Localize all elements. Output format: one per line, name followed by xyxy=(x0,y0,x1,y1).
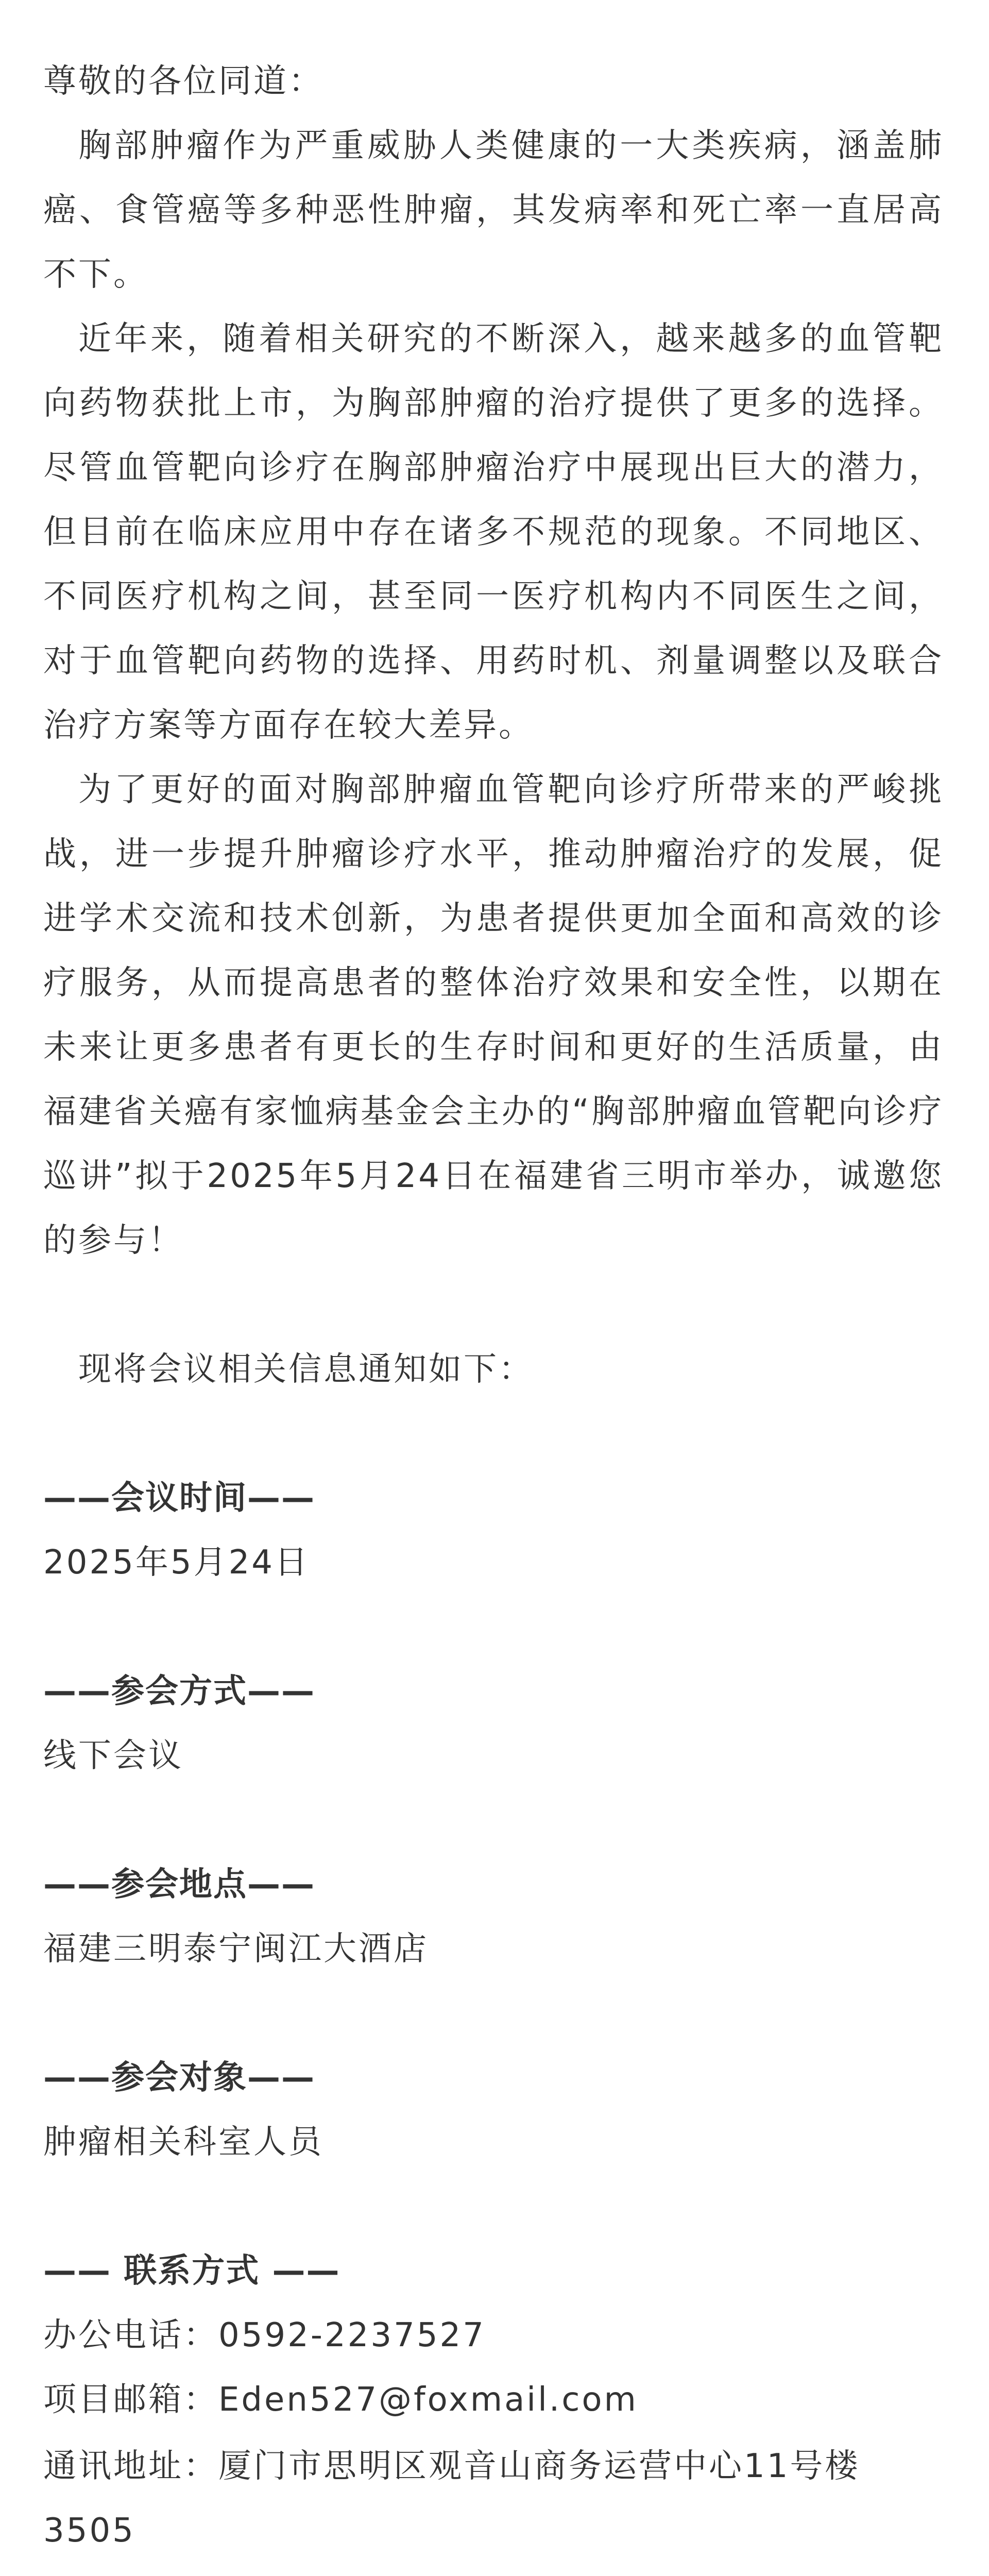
attendance-mode-section xyxy=(43,1659,944,1788)
audience-section xyxy=(43,2046,944,2175)
venue-value: 福建三明泰宁闽江大酒店 xyxy=(43,1930,429,1968)
invitation-paragraph: 为了更好的面对胸部肿瘤血管靶向诊疗所带来的严峻挑战，进一步提升肿瘤诊疗水平，推动肿瘤治疗的发展，促进学术交流和技术创新，为患者提供更加全面和高效的诊疗服务，从而提高患者的整体治疗效果和安全性，以期在未来让更多患者有更长的生存时间和更好的生活质量，由福建省关癌有家恤病基金会主办的“胸部肿瘤血管靶向诊疗巡讲”拟于2025年5月24日在福建省三明市举办，诚邀您的参与！ xyxy=(43,771,944,1260)
meeting-time-value: 2025年5月24日 xyxy=(43,1544,310,1582)
background-paragraph: 近年来，随着相关研究的不断深入，越来越多的血管靶向药物获批上市，为胸部肿瘤的治疗提供了更多的选择。尽管血管靶向诊疗在胸部肿瘤治疗中展现出巨大的潜力，但目前在临床应用中存在诸多不规范的现象。不同地区、不同医疗机构之间，甚至同一医疗机构内不同医生之间，对于血管靶向药物的选择、用药时机、剂量调整以及联合治疗方案等方面存在较大差异。 xyxy=(43,320,944,744)
contact-section xyxy=(43,2239,944,2563)
venue-section xyxy=(43,1853,944,1981)
notice-line: 现将会议相关信息通知如下： xyxy=(78,1350,534,1388)
contact-phone: 办公电话：0592-2237527 xyxy=(43,2316,486,2354)
audience-heading: ——参会对象—— xyxy=(43,2059,315,2097)
contact-email: 项目邮箱：Eden527@foxmail.com xyxy=(43,2381,638,2419)
attendance-mode-value: 线下会议 xyxy=(43,1737,183,1775)
meeting-time-section xyxy=(43,1466,944,1595)
venue-heading: ——参会地点—— xyxy=(43,1866,315,1904)
contact-address: 通讯地址：厦门市思明区观音山商务运营中心11号楼3505 xyxy=(43,2447,860,2550)
contact-heading: —— 联系方式 —— xyxy=(43,2252,340,2290)
intro-paragraph: 胸部肿瘤作为严重威胁人类健康的一大类疾病，涵盖肺癌、食管癌等多种恶性肿瘤，其发病率和死亡率一直居高不下。 xyxy=(43,127,944,294)
attendance-mode-heading: ——参会方式—— xyxy=(43,1672,315,1710)
audience-value: 肿瘤相关科室人员 xyxy=(43,2123,323,2161)
meeting-time-heading: ——会议时间—— xyxy=(43,1479,315,1517)
greeting: 尊敬的各位同道： xyxy=(43,62,323,100)
